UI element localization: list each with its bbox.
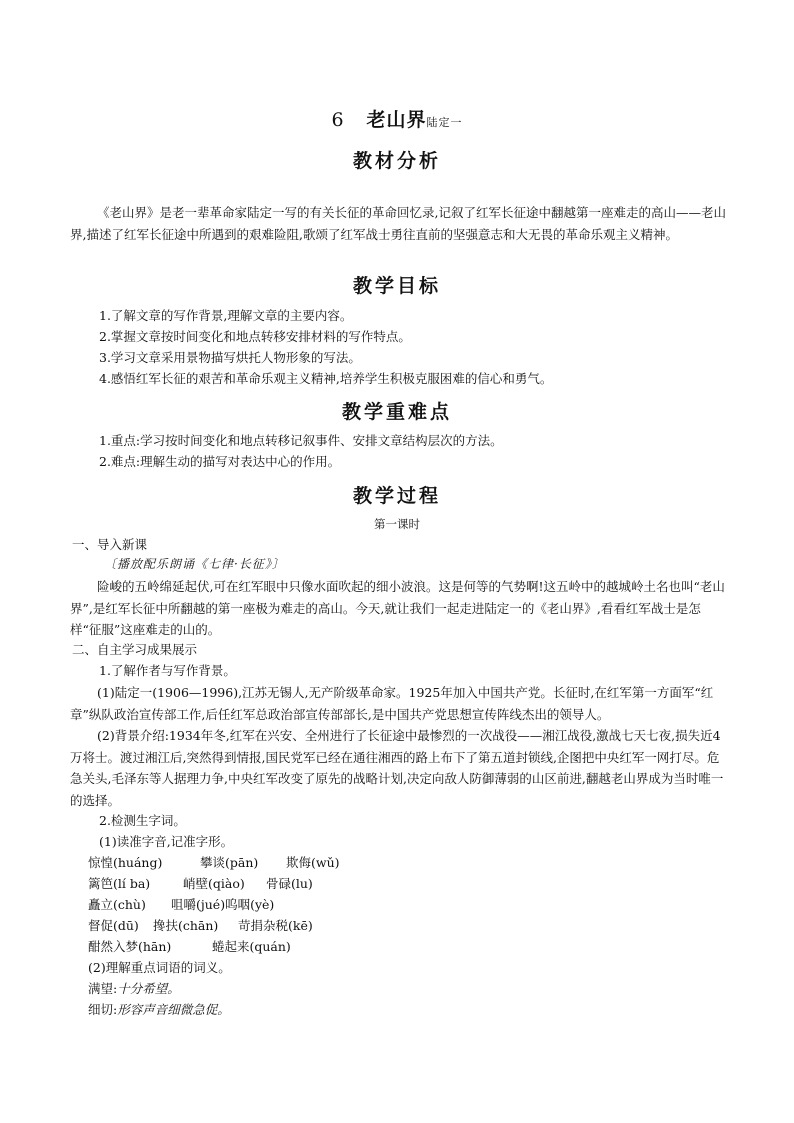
period-label: 第一课时: [374, 517, 420, 531]
vocab-item: 攀谈(pān): [200, 855, 259, 870]
goal-item-2: 2.掌握文章按时间变化和地点转移安排材料的写作特点。: [99, 329, 411, 344]
vocab-item: 咀嚼(jué)呜咽(yè): [171, 897, 275, 912]
lesson-author: 陆定一: [426, 116, 463, 129]
definition-meaning: 形容声音细微急促。: [117, 1002, 230, 1017]
vocab-item: 篱笆(lí ba): [88, 876, 151, 891]
definition-term: 细切:: [88, 1002, 118, 1017]
lesson-number: 6: [331, 109, 345, 131]
goal-item-4: 4.感悟红军长征的艰苦和革命乐观主义精神,培养学生积极克服困难的信心和勇气。: [99, 371, 553, 386]
part2-sub1: 1.了解作者与写作背景。: [99, 663, 236, 678]
part1-paragraph: 险峻的五岭绵延起伏,可在红军眼中只像水面吹起的细小波浪。这是何等的气势啊!这五岭中的越城岭土名也叫“老山界”,是红军长征中所翻越的第一座极为难走的高山。今天,就让我们一起走进陆定一的《老山界》,看看红军战士是怎样“征服”这座难走的山的。: [70, 579, 725, 637]
section-heading-process: 教学过程: [352, 485, 441, 507]
vocab-item: 搀扶(chān): [153, 918, 219, 933]
background-paragraph: (2)背景介绍:1934年冬,红军在兴安、全州进行了长征途中最惨烈的一次战役——湘江战役,激战七天七夜,损失近4万将士。渡过湘江后,突然得到情报,国民党军已经在通往湘西的路上布下了第五道封锁线,企图把中央红军一网打尽。危急关头,毛泽东等人据理力争,中央红军改变了原先的战略计划,决定向敌人防御薄弱的山区前进,翻越老山界成为当时唯一的选择。: [70, 728, 724, 808]
definition-term: 满望:: [88, 981, 118, 996]
part2-sub2b: (2)理解重点词语的词义。: [88, 960, 231, 975]
definition-item: [88, 978, 180, 999]
keypoint-item-1: 1.重点:学习按时间变化和地点转移记叙事件、安排文章结构层次的方法。: [99, 433, 503, 448]
part2-title: 二、自主学习成果展示: [72, 642, 198, 657]
section-heading-goals: 教学目标: [352, 275, 441, 297]
vocab-item: 苛捐杂税(kē): [238, 918, 313, 933]
part2-sub2: 2.检测生字词。: [99, 813, 186, 828]
vocab-item: 骨碌(lu): [266, 876, 313, 891]
section-heading-analysis: 教材分析: [352, 150, 441, 172]
vocab-item: 督促(dū): [88, 918, 139, 933]
section-heading-keypoints: 教学重难点: [341, 401, 452, 423]
part2-sub2a: (1)读准字音,记准字形。: [99, 834, 234, 849]
part1-title: 一、导入新课: [72, 537, 148, 552]
analysis-paragraph: 《老山界》是老一辈革命家陆定一写的有关长征的革命回忆录,记叙了红军长征途中翻越第一座难走的高山——老山界,描述了红军长征途中所遇到的艰难险阻,歌颂了红军战士勇往直前的坚强意志和大无畏的革命乐观主义精神。: [70, 205, 726, 242]
goal-item-1: 1.了解文章的写作背景,理解文章的主要内容。: [99, 308, 353, 323]
definition-meaning: 十分希望。: [117, 981, 180, 996]
lesson-title: [0, 105, 794, 132]
definition-item: [88, 999, 230, 1020]
part1-note: 〔播放配乐朗诵《七律·长征》〕: [104, 557, 285, 571]
author-paragraph: (1)陆定一(1906—1996),江苏无锡人,无产阶级革命家。1925年加入中国共产党。长征时,在红军第一方面军“红章”纵队政治宣传部工作,后任红军总政治部宣传部部长,是中国共产党思想宣传阵线杰出的领导人。: [70, 685, 714, 722]
vocab-item: 蜷起来(quán): [212, 939, 291, 954]
vocab-item: 惊惶(huáng): [88, 855, 163, 870]
lesson-name: 老山界: [366, 109, 427, 131]
goal-item-3: 3.学习文章采用景物描写烘托人物形象的写法。: [99, 350, 361, 365]
keypoint-item-2: 2.难点:理解生动的描写对表达中心的作用。: [99, 454, 341, 469]
vocab-item: 峭壁(qiào): [183, 876, 245, 891]
vocab-item: 矗立(chù): [88, 897, 146, 912]
vocab-item: 酣然入梦(hān): [88, 939, 172, 954]
vocab-item: 欺侮(wǔ): [286, 855, 340, 870]
